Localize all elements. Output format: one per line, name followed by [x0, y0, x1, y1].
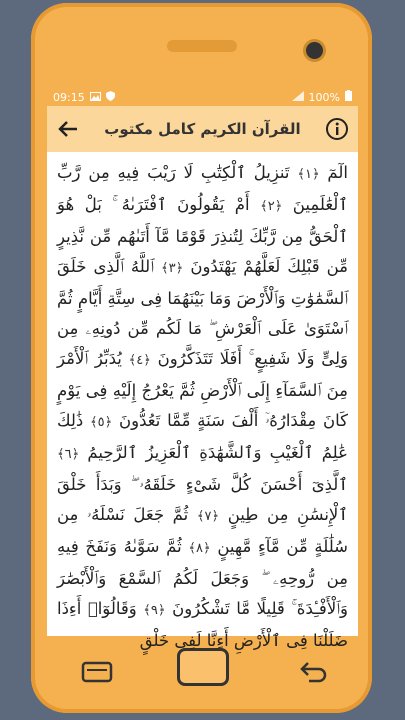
verse-text: ثُمَّ سَوَّىٰهُ وَنَفَخَ فِيهِ مِن رُّوحِهِۦ ۖ وَجَعَلَ لَكُمُ ٱلسَّمْعَ وَٱلْأَبْصَٰرَ وَٱلْأَفْـِٔدَةَ ۚ قَلِيلًا مَّا تَشْكُرُونَ — [57, 537, 348, 618]
verse-text: أَمْ يَقُولُونَ ٱفْتَرَىٰهُ ۚ بَلْ هُوَ ٱلْحَقُّ مِن رَّبِّكَ لِتُنذِرَ قَوْمًا مَّآ أَتَىٰهُم مِّن نَّذِيرٍ مِّن قَبْلِكَ لَعَلَّهُمْ يَهْتَدُونَ — [57, 195, 349, 276]
verse-number: ﴿٣﴾ — [161, 261, 184, 276]
verse-text: الٓمٓ — [327, 163, 348, 182]
signal-icon — [292, 91, 304, 104]
speaker-grille — [167, 40, 237, 52]
back-nav-icon[interactable] — [299, 659, 329, 687]
verse-number: ﴿٢﴾ — [260, 199, 283, 214]
verse-text: ثُمَّ جَعَلَ نَسْلَهُۥ مِن سُلَٰلَةٍ مِّن مَّآءٍ مَّهِينٍ — [57, 505, 349, 556]
info-icon[interactable] — [324, 116, 350, 142]
quran-text — [47, 152, 358, 656]
verse-text: ٱلَّذِىٓ أَحْسَنَ كُلَّ شَىْءٍ خَلَقَهُۥ ۖ وَبَدَأَ خَلْقَ ٱلْإِنسَٰنِ مِن طِينٍ — [57, 475, 348, 524]
battery-icon — [345, 90, 352, 104]
verse-number: ﴿٤﴾ — [128, 353, 151, 368]
camera-lens — [306, 42, 323, 59]
verse-number: ﴿٥﴾ — [90, 415, 113, 430]
recent-apps-icon[interactable] — [81, 661, 113, 687]
image-notification-icon — [90, 91, 101, 104]
arrow-left-icon[interactable] — [55, 116, 81, 142]
verse-number: ﴿٩﴾ — [143, 603, 166, 618]
status-bar — [47, 88, 358, 106]
verse-number: ﴿٨﴾ — [188, 541, 211, 556]
battery-percent: 100% — [308, 90, 340, 104]
verse-text: وَقَالُوٓا۟ أَءِذَا ضَلَلْنَا فِى ٱلْأَرْضِ أَءِنَّا لَفِى خَلْقٍ — [57, 599, 348, 650]
shield-notification-icon — [106, 91, 115, 104]
verse-text: ٱللَّهُ ٱلَّذِى خَلَقَ ٱلسَّمَٰوَٰتِ وَٱلْأَرْضَ وَمَا بَيْنَهُمَا فِى سِتَّةِ أَيَّامٍ ثُمَّ ٱسْتَوَىٰ عَلَى ٱلْعَرْشِ ۖ مَا لَكُم مِّن دُونِهِۦ مِن وَلِىٍّ وَلَا شَفِيعٍ ۚ أَفَلَا تَتَذَكَّرُونَ — [57, 257, 349, 368]
page-title: القرآن الكريم كامل مكتوب — [104, 120, 301, 138]
verse-number: ﴿٦﴾ — [57, 447, 80, 462]
verse-number: ﴿١﴾ — [297, 167, 320, 182]
app-screen — [47, 88, 358, 650]
verse-text: تَنزِيلُ ٱلْكِتَٰبِ لَا رَيْبَ فِيهِ مِن رَّبِّ ٱلْعَٰلَمِينَ — [57, 163, 348, 214]
verse-text: يُدَبِّرُ ٱلْأَمْرَ مِنَ ٱلسَّمَآءِ إِلَى ٱلْأَرْضِ ثُمَّ يَعْرُجُ إِلَيْهِ فِى يَوْمٍ كَانَ مِقْدَارُهُۥٓ أَلْفَ سَنَةٍ مِّمَّا تَعُدُّونَ — [57, 349, 349, 430]
app-toolbar — [47, 106, 358, 152]
verse-number: ﴿٧﴾ — [196, 509, 220, 524]
verse-text: ذَٰلِكَ عَٰلِمُ ٱلْغَيْبِ وَٱلشَّهَٰدَةِ ٱلْعَزِيزُ ٱلرَّحِيمُ — [57, 411, 348, 462]
status-time: 09:15 — [53, 90, 85, 104]
